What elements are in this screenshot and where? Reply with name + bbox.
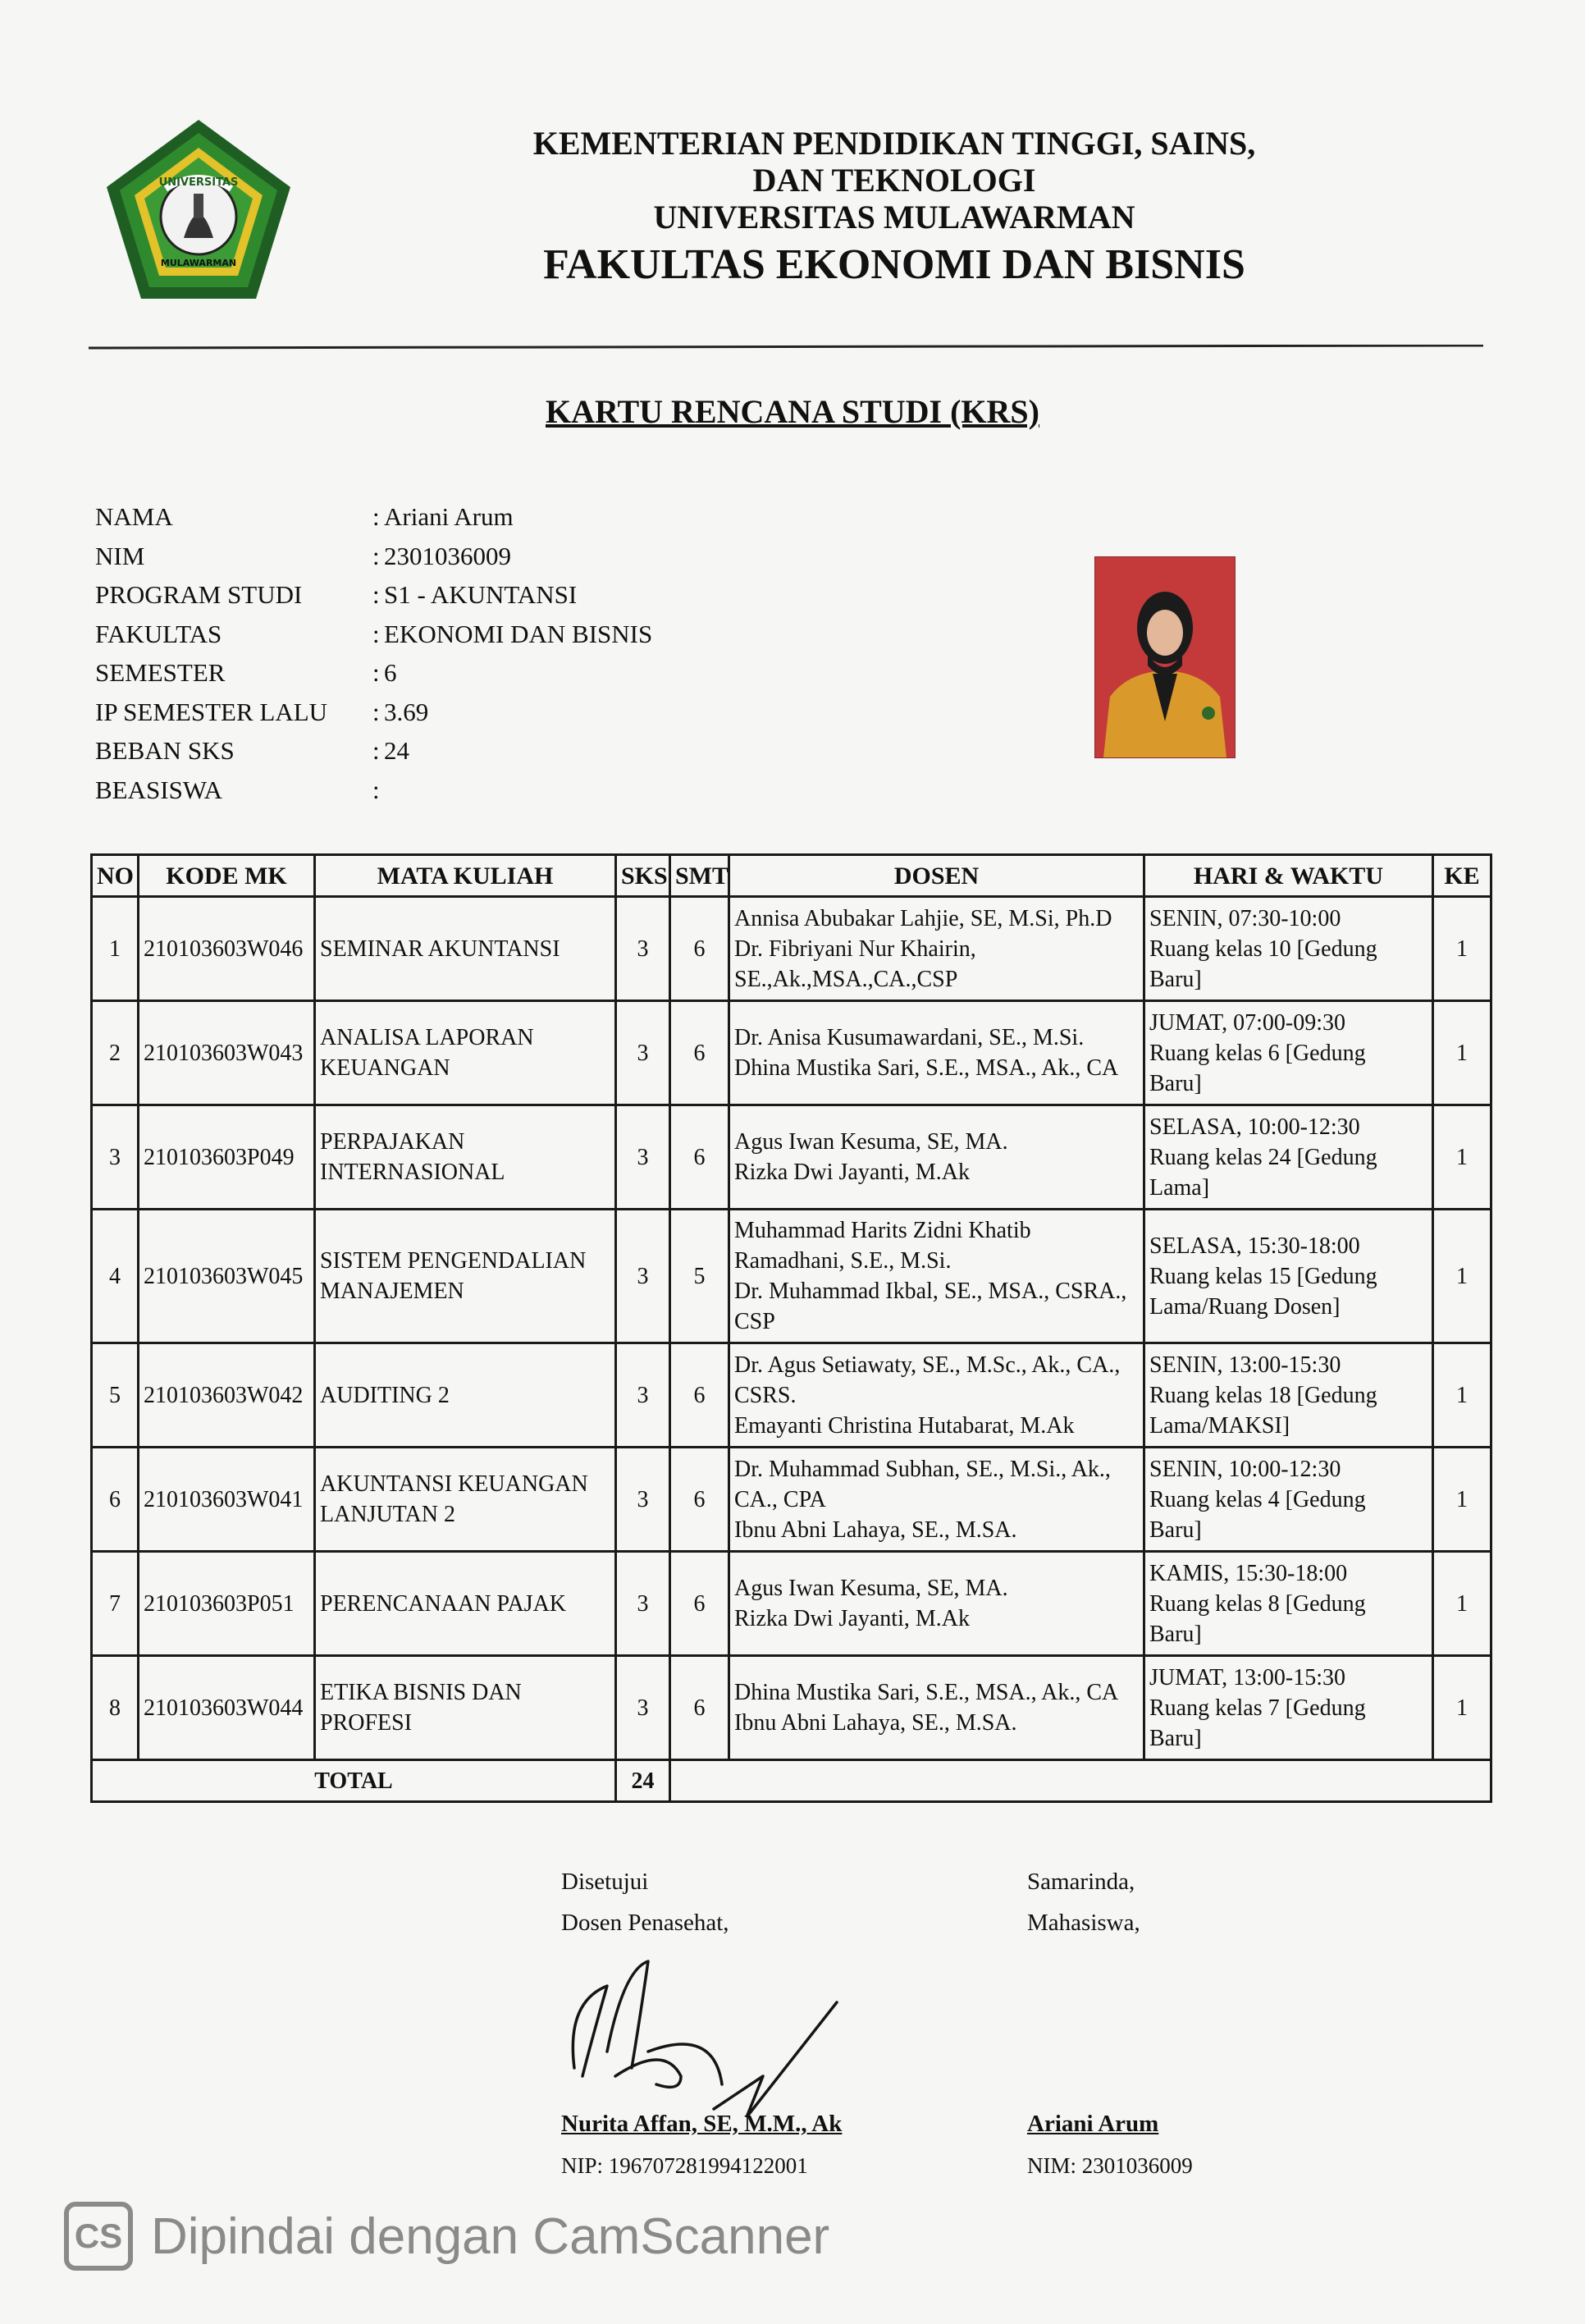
table-row	[92, 1656, 1491, 1760]
info-value: S1 - AKUNTANSI	[384, 580, 578, 609]
cell-mata-kuliah: AUDITING 2	[315, 1343, 616, 1448]
cell-smt: 6	[670, 1001, 729, 1105]
cell-hari-waktu: SENIN, 13:00-15:30 Ruang kelas 18 [Gedung Lama/MAKSI]	[1144, 1343, 1433, 1448]
col-header-hari-waktu: HARI & WAKTU	[1144, 855, 1433, 897]
col-header-kode-mk: KODE MK	[139, 855, 315, 897]
cell-smt: 6	[670, 1105, 729, 1210]
table-row	[92, 897, 1491, 1001]
cell-smt: 6	[670, 897, 729, 1001]
info-value: 2301036009	[384, 541, 511, 570]
cell-mata-kuliah: SISTEM PENGENDALIAN MANAJEMEN	[315, 1210, 616, 1343]
info-value: EKONOMI DAN BISNIS	[384, 619, 653, 648]
info-label: BEASISWA	[95, 775, 223, 804]
table-row	[92, 1448, 1491, 1552]
table-row	[92, 1001, 1491, 1105]
cell-sks: 3	[616, 1552, 670, 1656]
cell-hari-waktu: SELASA, 15:30-18:00 Ruang kelas 15 [Gedung Lama/Ruang Dosen]	[1144, 1210, 1433, 1343]
document-title: KARTU RENCANA STUDI (KRS)	[546, 393, 1039, 430]
ministry-line-2: DAN TEKNOLOGI	[752, 162, 1036, 199]
cell-no: 5	[92, 1343, 139, 1448]
cell-kode: 210103603W044	[139, 1656, 315, 1760]
cell-kode: 210103603P051	[139, 1552, 315, 1656]
university-logo	[100, 115, 297, 312]
ministry-line-1: KEMENTERIAN PENDIDIKAN TINGGI, SAINS,	[532, 125, 1256, 162]
cell-dosen: Dr. Muhammad Subhan, SE., M.Si., Ak., CA., CPA Ibnu Abni Lahaya, SE., M.SA.	[729, 1448, 1144, 1552]
svg-text:MULAWARMAN: MULAWARMAN	[160, 258, 237, 268]
cell-sks: 3	[616, 1105, 670, 1210]
col-header-smt: SMT	[670, 855, 729, 897]
info-label: SEMESTER	[95, 658, 226, 687]
camscanner-watermark	[64, 2199, 829, 2273]
cell-hari-waktu: SENIN, 07:30-10:00 Ruang kelas 10 [Gedung Baru]	[1144, 897, 1433, 1001]
cell-hari-waktu: JUMAT, 13:00-15:30 Ruang kelas 7 [Gedung Baru]	[1144, 1656, 1433, 1760]
cell-dosen: Dhina Mustika Sari, S.E., MSA., Ak., CA Ibnu Abni Lahaya, SE., M.SA.	[729, 1656, 1144, 1760]
cell-dosen: Dr. Anisa Kusumawardani, SE., M.Si. Dhina Mustika Sari, S.E., MSA., Ak., CA	[729, 1001, 1144, 1105]
cell-smt: 6	[670, 1343, 729, 1448]
info-value: 6	[384, 658, 397, 687]
watermark-text: Dipindai dengan CamScanner	[151, 2207, 830, 2265]
cell-dosen: Muhammad Harits Zidni Khatib Ramadhani, S.E., M.Si. Dr. Muhammad Ikbal, SE., MSA., CSRA., CSP	[729, 1210, 1144, 1343]
cell-mata-kuliah: ETIKA BISNIS DAN PROFESI	[315, 1656, 616, 1760]
advisor-nip: NIP: 196707281994122001	[561, 2153, 808, 2178]
advisor-name: Nurita Affan, SE, M.M., Ak	[561, 2111, 843, 2137]
advisor-signature	[558, 1953, 853, 2117]
cell-ke: 1	[1433, 1448, 1491, 1552]
student-name: Ariani Arum	[1027, 2111, 1159, 2137]
cell-mata-kuliah: ANALISA LAPORAN KEUANGAN	[315, 1001, 616, 1105]
institution-header	[459, 125, 1329, 290]
cell-hari-waktu: JUMAT, 07:00-09:30 Ruang kelas 6 [Gedung Baru]	[1144, 1001, 1433, 1105]
total-row	[92, 1760, 1491, 1802]
cell-mata-kuliah: SEMINAR AKUNTANSI	[315, 897, 616, 1001]
cell-no: 8	[92, 1656, 139, 1760]
student-role: Mahasiswa,	[1027, 1910, 1140, 1936]
cell-kode: 210103603W041	[139, 1448, 315, 1552]
cell-no: 3	[92, 1105, 139, 1210]
cell-mata-kuliah: PERENCANAAN PAJAK	[315, 1552, 616, 1656]
info-value: Ariani Arum	[384, 502, 514, 531]
cell-smt: 6	[670, 1448, 729, 1552]
cell-kode: 210103603W043	[139, 1001, 315, 1105]
cell-sks: 3	[616, 897, 670, 1001]
student-nim: NIM: 2301036009	[1027, 2153, 1193, 2178]
cell-sks: 3	[616, 1448, 670, 1552]
total-sks: 24	[616, 1760, 670, 1802]
cell-smt: 6	[670, 1656, 729, 1760]
total-empty-cell	[670, 1760, 1491, 1802]
cell-dosen: Agus Iwan Kesuma, SE, MA. Rizka Dwi Jayanti, M.Ak	[729, 1552, 1144, 1656]
cell-hari-waktu: KAMIS, 15:30-18:00 Ruang kelas 8 [Gedung Baru]	[1144, 1552, 1433, 1656]
col-header-mata-kuliah: MATA KULIAH	[315, 855, 616, 897]
cell-no: 6	[92, 1448, 139, 1552]
cell-smt: 5	[670, 1210, 729, 1343]
place-label: Samarinda,	[1027, 1869, 1135, 1895]
cell-sks: 3	[616, 1210, 670, 1343]
info-label: FAKULTAS	[95, 619, 222, 648]
cell-kode: 210103603W045	[139, 1210, 315, 1343]
cell-no: 7	[92, 1552, 139, 1656]
cell-ke: 1	[1433, 1105, 1491, 1210]
table-row	[92, 1210, 1491, 1343]
table-row	[92, 1105, 1491, 1210]
cell-no: 2	[92, 1001, 139, 1105]
cell-ke: 1	[1433, 1210, 1491, 1343]
total-label: TOTAL	[92, 1760, 616, 1802]
col-header-dosen: DOSEN	[729, 855, 1144, 897]
info-value: 3.69	[384, 697, 429, 726]
table-row	[92, 1343, 1491, 1448]
cell-mata-kuliah: PERPAJAKAN INTERNASIONAL	[315, 1105, 616, 1210]
cell-ke: 1	[1433, 1001, 1491, 1105]
cell-dosen: Dr. Agus Setiawaty, SE., M.Sc., Ak., CA., CSRS. Emayanti Christina Hutabarat, M.Ak	[729, 1343, 1144, 1448]
cell-sks: 3	[616, 1656, 670, 1760]
table-header-row	[92, 855, 1491, 897]
faculty-name: FAKULTAS EKONOMI DAN BISNIS	[543, 241, 1245, 288]
student-photo	[1094, 556, 1236, 758]
cell-smt: 6	[670, 1552, 729, 1656]
cell-ke: 1	[1433, 1552, 1491, 1656]
camscanner-icon: CS	[64, 2202, 133, 2271]
info-label: IP SEMESTER LALU	[95, 697, 328, 726]
col-header-ke: KE	[1433, 855, 1491, 897]
university-name: UNIVERSITAS MULAWARMAN	[653, 199, 1135, 236]
header-divider	[89, 345, 1483, 350]
cell-kode: 210103603P049	[139, 1105, 315, 1210]
cell-no: 1	[92, 897, 139, 1001]
svg-text:UNIVERSITAS: UNIVERSITAS	[158, 176, 239, 189]
cell-dosen: Annisa Abubakar Lahjie, SE, M.Si, Ph.D Dr. Fibriyani Nur Khairin, SE.,Ak.,MSA.,CA.,CSP	[729, 897, 1144, 1001]
advisor-approval	[561, 1861, 729, 1943]
cell-hari-waktu: SENIN, 10:00-12:30 Ruang kelas 4 [Gedung Baru]	[1144, 1448, 1433, 1552]
info-label: PROGRAM STUDI	[95, 580, 303, 609]
cell-kode: 210103603W042	[139, 1343, 315, 1448]
cell-hari-waktu: SELASA, 10:00-12:30 Ruang kelas 24 [Gedung Lama]	[1144, 1105, 1433, 1210]
cell-kode: 210103603W046	[139, 897, 315, 1001]
cell-dosen: Agus Iwan Kesuma, SE, MA. Rizka Dwi Jayanti, M.Ak	[729, 1105, 1144, 1210]
cell-mata-kuliah: AKUNTANSI KEUANGAN LANJUTAN 2	[315, 1448, 616, 1552]
info-label: BEBAN SKS	[95, 736, 235, 765]
cell-ke: 1	[1433, 1343, 1491, 1448]
course-table	[90, 853, 1492, 1803]
info-value: 24	[384, 736, 409, 765]
advisor-role: Dosen Penasehat,	[561, 1910, 729, 1936]
approval-label: Disetujui	[561, 1869, 649, 1895]
col-header-sks: SKS	[616, 855, 670, 897]
info-label: NIM	[95, 541, 145, 570]
student-approval	[1027, 1861, 1140, 1943]
cell-ke: 1	[1433, 897, 1491, 1001]
cell-ke: 1	[1433, 1656, 1491, 1760]
table-row	[92, 1552, 1491, 1656]
cell-sks: 3	[616, 1001, 670, 1105]
cell-no: 4	[92, 1210, 139, 1343]
info-label: NAMA	[95, 502, 173, 531]
col-header-no: NO	[92, 855, 139, 897]
cell-sks: 3	[616, 1343, 670, 1448]
